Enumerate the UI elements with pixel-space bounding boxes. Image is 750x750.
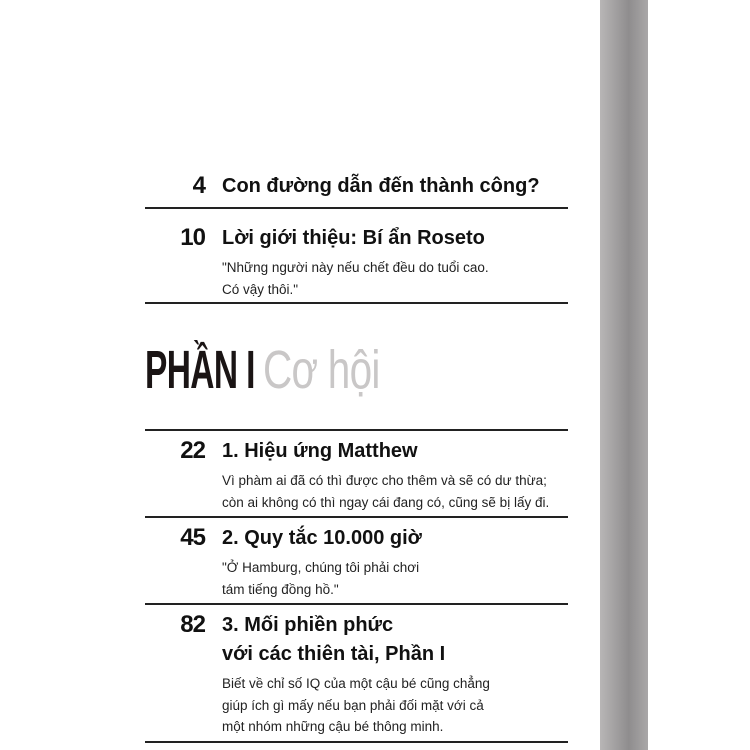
chapter-title: 1. Hiệu ứng Matthew (222, 440, 418, 462)
page-number: 82 (180, 611, 205, 638)
page-edge-shadow (600, 0, 648, 750)
divider (145, 302, 568, 304)
entry-subtitle: "Những người này nếu chết đều do tuổi cao. Có vậy thôi." (222, 260, 489, 297)
entry-title: Con đường dẫn đến thành công? (222, 175, 540, 197)
chapter-subtitle: Biết về chỉ số IQ của một cậu bé cũng chẳng giúp ích gì mấy nếu bạn phải đối mặt với cả một nhóm những cậu bé thông minh. (222, 676, 490, 734)
chapter-title: 3. Mối phiền phức với các thiên tài, Phần I (222, 614, 446, 665)
divider (145, 429, 568, 431)
entry-title: Lời giới thiệu: Bí ẩn Roseto (222, 227, 485, 249)
divider (145, 741, 568, 743)
divider (145, 207, 568, 209)
divider (145, 603, 568, 605)
part-name: Cơ hội (263, 340, 380, 400)
page-number: 45 (180, 524, 205, 551)
divider (145, 516, 568, 518)
part-heading (145, 340, 380, 400)
page-number: 4 (192, 172, 205, 199)
chapter-subtitle: Vì phàm ai đã có thì được cho thêm và sẽ có dư thừa; còn ai không có thì ngay cái đang có, cũng sẽ bị lấy đi. (222, 473, 550, 510)
part-label: PHẦN I (145, 340, 255, 400)
chapter-subtitle: "Ở Hamburg, chúng tôi phải chơi tám tiếng đồng hồ." (222, 560, 420, 597)
page-number: 10 (180, 224, 205, 251)
page-number: 22 (180, 437, 205, 464)
chapter-title: 2. Quy tắc 10.000 giờ (222, 527, 422, 549)
